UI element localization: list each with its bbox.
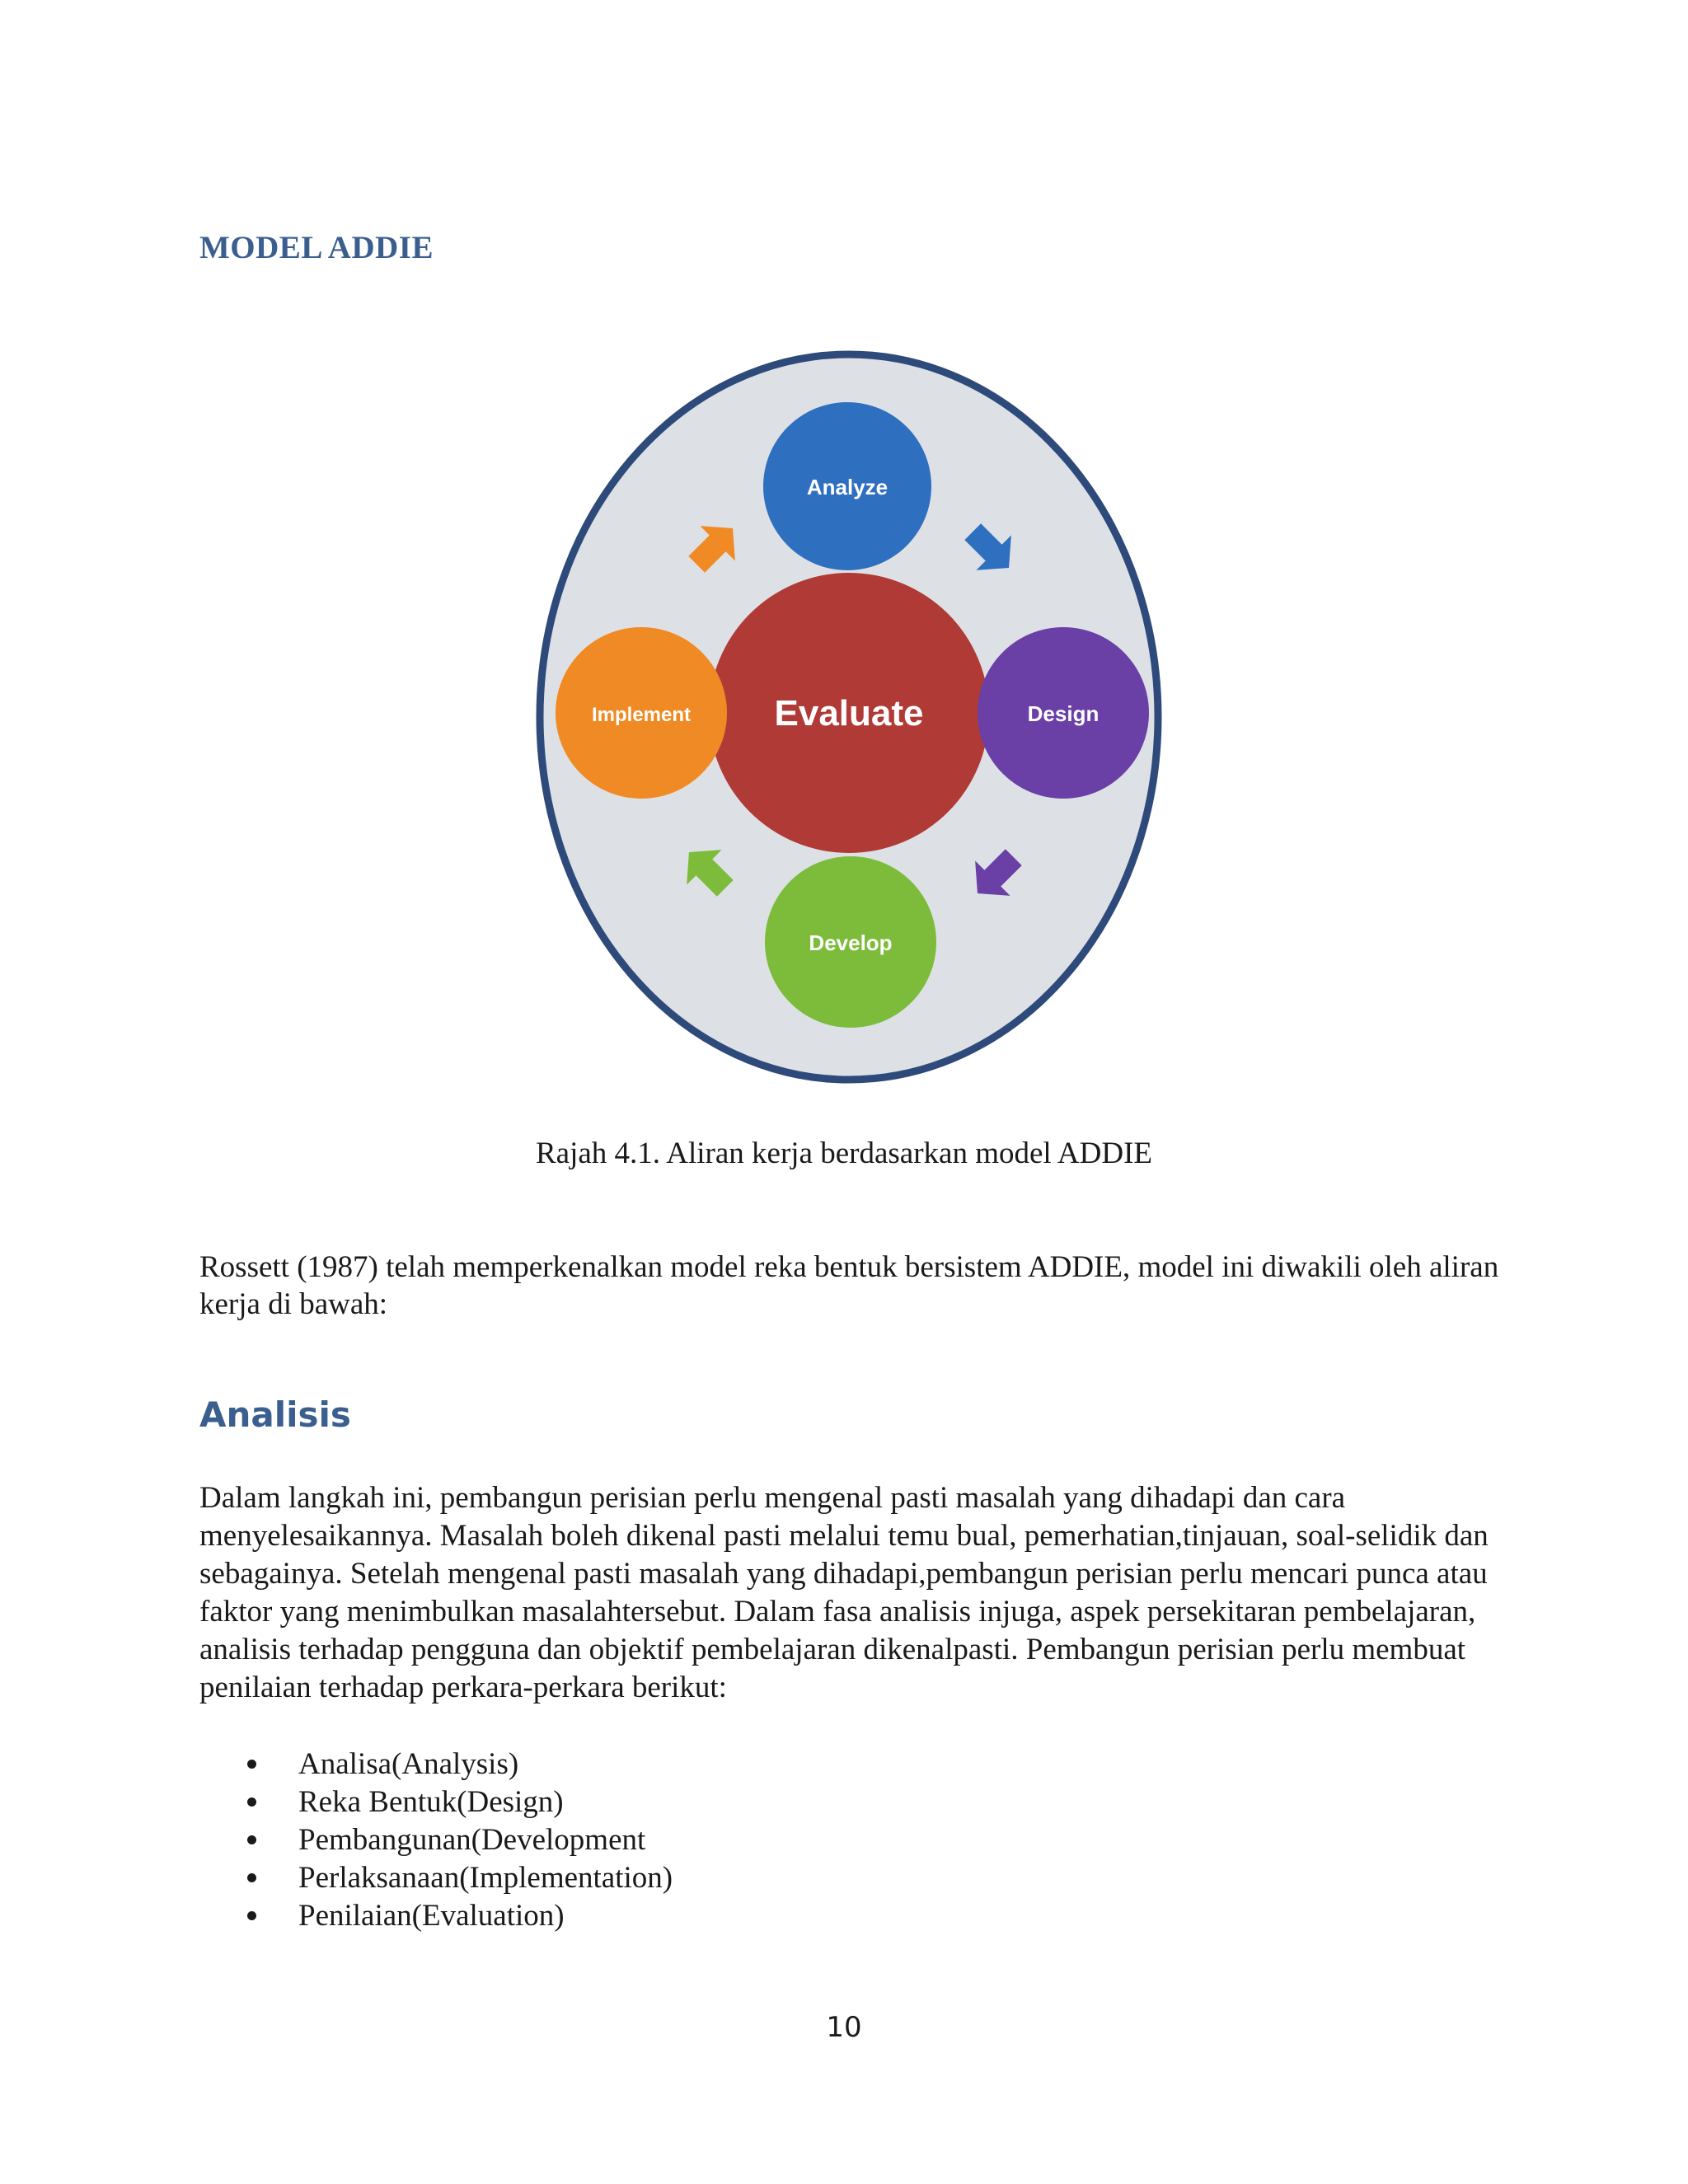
intro-paragraph: Rossett (1987) telah memperkenalkan model reka bentuk bersistem ADDIE, model ini diwakili oleh aliran kerja di bawah: — [199, 1250, 1499, 1321]
addie-diagram-svg — [511, 338, 1187, 1096]
bullet-icon — [247, 1797, 256, 1807]
implement-label: Implement — [591, 704, 692, 726]
analyze-label: Analyze — [806, 475, 889, 499]
bullet-icon — [247, 1760, 256, 1769]
list-item-text: Analisa(Analysis) — [298, 1747, 519, 1781]
section-heading: Analisis — [199, 1394, 351, 1435]
analysis-paragraph: Dalam langkah ini, pembangun perisian perlu mengenal pasti masalah yang dihadapi dan cara menyelesaikannya. Masalah boleh dikenal pasti melalui temu bual, pemerhatian,tinjauan, soal-selidik dan sebagainya. Setelah mengenal pasti masalah yang dihadapi,pembangun perisian perlu mencari punca atau faktor yang menimbulkan masalahtersebut. Dalam fasa analisis injuga, aspek persekitaran pembelajaran, analisis terhadap pengguna dan objektif pembelajaran dikenalpasti. Pembangun perisian perlu membuat penilaian terhadap perkara-perkara berikut: — [199, 1481, 1489, 1704]
addie-diagram — [511, 338, 1187, 1096]
list-item-text: Pembangunan(Development — [298, 1823, 646, 1857]
list-item — [199, 1746, 673, 1783]
develop-label: Develop — [809, 930, 893, 955]
page-number: 10 — [826, 2011, 862, 2044]
list-item — [199, 1859, 673, 1897]
figure-caption: Rajah 4.1. Aliran kerja berdasarkan model ADDIE — [536, 1137, 1152, 1170]
bullet-icon — [247, 1873, 256, 1882]
list-item-text: Perlaksanaan(Implementation) — [298, 1861, 673, 1895]
list-item-text: Reka Bentuk(Design) — [298, 1785, 564, 1819]
page-title: MODEL ADDIE — [199, 230, 434, 265]
evaluate-label: Evaluate — [774, 693, 924, 733]
evaluation-list — [199, 1746, 673, 1935]
bullet-icon — [247, 1911, 256, 1920]
list-item-text: Penilaian(Evaluation) — [298, 1899, 565, 1933]
list-item — [199, 1821, 673, 1859]
list-item — [199, 1897, 673, 1935]
list-item — [199, 1783, 673, 1821]
bullet-icon — [247, 1835, 256, 1844]
design-label: Design — [1027, 701, 1100, 726]
